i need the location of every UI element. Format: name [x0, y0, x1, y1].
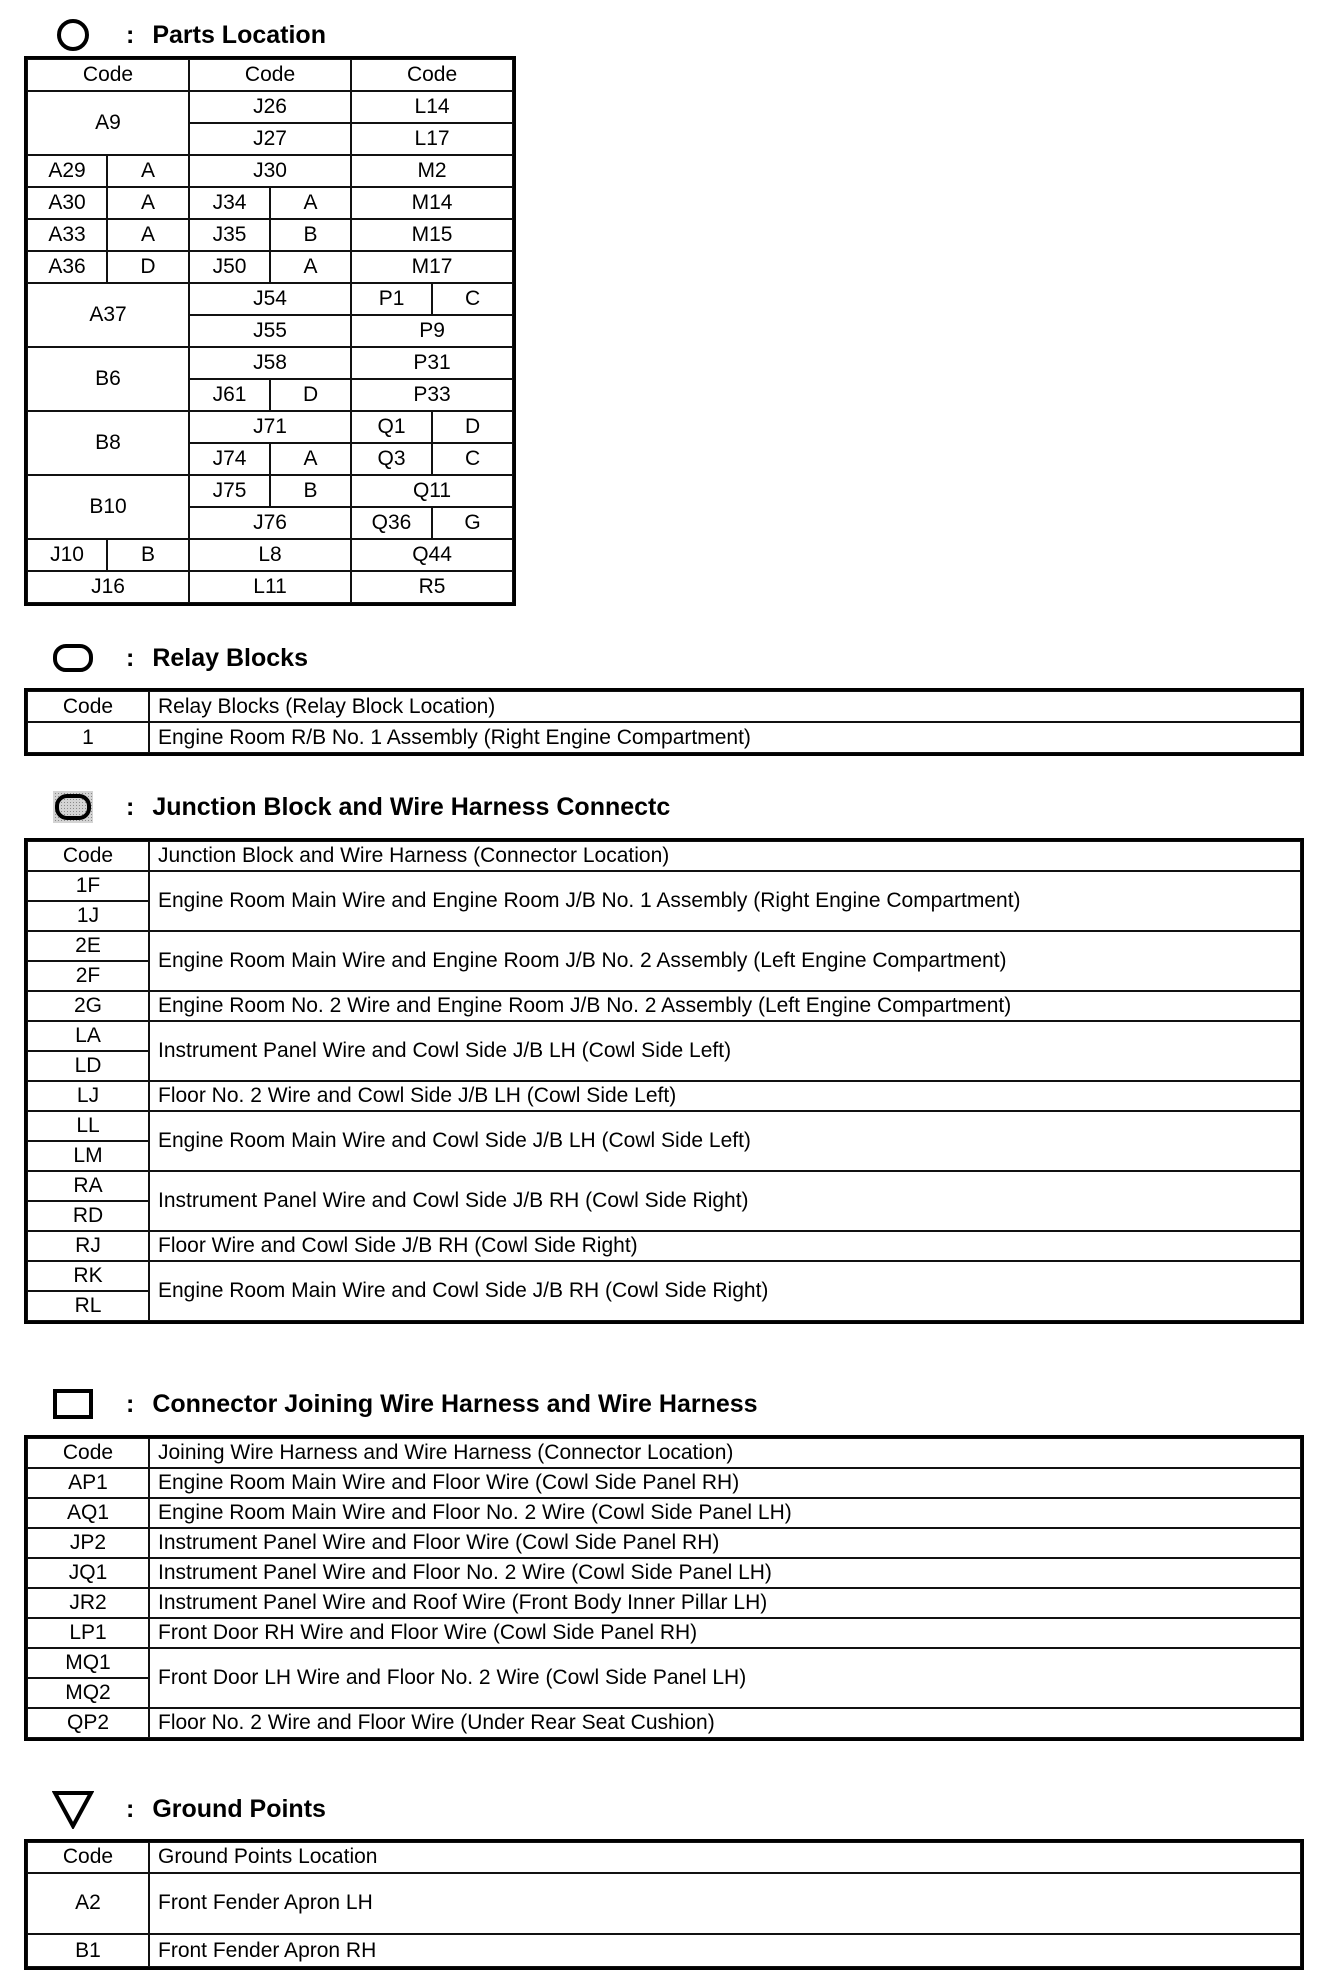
- part-code-cell: Q36: [351, 507, 432, 539]
- section-title: Ground Points: [152, 1794, 326, 1823]
- part-code-cell: A37: [27, 283, 189, 347]
- part-suffix-cell: D: [270, 379, 351, 411]
- column-header: Code: [27, 1438, 149, 1468]
- part-code-cell: J50: [189, 251, 270, 283]
- part-code-cell: B6: [27, 347, 189, 411]
- connector-location-cell: Front Door RH Wire and Floor Wire (Cowl Side Panel RH): [149, 1618, 1301, 1648]
- junction-code-cell: LD: [27, 1051, 149, 1081]
- connector-code-cell: MQ2: [27, 1678, 149, 1708]
- part-code-cell: M15: [351, 219, 513, 251]
- connector-location-cell: Instrument Panel Wire and Floor Wire (Cowl Side Panel RH): [149, 1528, 1301, 1558]
- relay-location-cell: Engine Room R/B No. 1 Assembly (Right Engine Compartment): [149, 722, 1301, 753]
- heading-colon: :: [126, 20, 135, 49]
- connector-location-cell: Engine Room Main Wire and Floor No. 2 Wire (Cowl Side Panel LH): [149, 1498, 1301, 1528]
- connector-location-cell: Front Door LH Wire and Floor No. 2 Wire (Cowl Side Panel LH): [149, 1648, 1301, 1708]
- column-header: Code: [189, 59, 351, 91]
- junction-blocks-table: [26, 840, 1302, 1322]
- junction-code-cell: 2G: [27, 991, 149, 1021]
- part-code-cell: A33: [27, 219, 107, 251]
- part-code-cell: L14: [351, 91, 513, 123]
- column-header: Relay Blocks (Relay Block Location): [149, 691, 1301, 722]
- junction-code-cell: 2F: [27, 961, 149, 991]
- part-code-cell: P1: [351, 283, 432, 315]
- relay-blocks-table: [26, 690, 1302, 754]
- part-code-cell: J74: [189, 443, 270, 475]
- parts-location-heading: [52, 15, 326, 55]
- part-suffix-cell: C: [432, 443, 513, 475]
- part-code-cell: J58: [189, 347, 351, 379]
- junction-location-cell: Instrument Panel Wire and Cowl Side J/B RH (Cowl Side Right): [149, 1171, 1301, 1231]
- column-header: Code: [27, 841, 149, 871]
- section-title: Connector Joining Wire Harness and Wire Harness: [152, 1389, 758, 1418]
- junction-code-cell: LJ: [27, 1081, 149, 1111]
- junction-location-cell: Floor Wire and Cowl Side J/B RH (Cowl Side Right): [149, 1231, 1301, 1261]
- junction-blocks-heading: [52, 787, 682, 827]
- part-code-cell: L17: [351, 123, 513, 155]
- junction-location-cell: Engine Room Main Wire and Cowl Side J/B RH (Cowl Side Right): [149, 1261, 1301, 1321]
- section-title: Junction Block and Wire Harness Connectc: [152, 792, 671, 821]
- part-suffix-cell: D: [432, 411, 513, 443]
- part-suffix-cell: A: [270, 443, 351, 475]
- junction-code-cell: 2E: [27, 931, 149, 961]
- junction-code-cell: RJ: [27, 1231, 149, 1261]
- connector-code-cell: MQ1: [27, 1648, 149, 1678]
- part-suffix-cell: B: [270, 219, 351, 251]
- junction-code-cell: LM: [27, 1141, 149, 1171]
- part-code-cell: J76: [189, 507, 351, 539]
- heading-colon: :: [126, 643, 135, 672]
- connector-location-cell: Floor No. 2 Wire and Floor Wire (Under Rear Seat Cushion): [149, 1708, 1301, 1738]
- connectors-heading: [52, 1384, 758, 1424]
- connectors-table: [26, 1437, 1302, 1739]
- part-code-cell: Q3: [351, 443, 432, 475]
- junction-location-cell: Engine Room No. 2 Wire and Engine Room J/B No. 2 Assembly (Left Engine Compartment): [149, 991, 1301, 1021]
- column-header: Code: [27, 1842, 149, 1873]
- rounded-rectangle-icon: [52, 638, 94, 678]
- part-code-cell: A9: [27, 91, 189, 155]
- ground-location-cell: Front Fender Apron RH: [149, 1934, 1301, 1967]
- junction-code-cell: RD: [27, 1201, 149, 1231]
- column-header: Code: [27, 691, 149, 722]
- section-title: Relay Blocks: [152, 643, 308, 672]
- part-code-cell: J55: [189, 315, 351, 347]
- connector-code-cell: JR2: [27, 1588, 149, 1618]
- part-code-cell: B8: [27, 411, 189, 475]
- circle-icon: [52, 15, 94, 55]
- part-code-cell: M17: [351, 251, 513, 283]
- part-code-cell: L11: [189, 571, 351, 603]
- column-header: Code: [27, 59, 189, 91]
- junction-code-cell: 1J: [27, 901, 149, 931]
- connector-code-cell: QP2: [27, 1708, 149, 1738]
- part-code-cell: L8: [189, 539, 351, 571]
- part-code-cell: J26: [189, 91, 351, 123]
- part-suffix-cell: B: [270, 475, 351, 507]
- junction-location-cell: Engine Room Main Wire and Cowl Side J/B LH (Cowl Side Left): [149, 1111, 1301, 1171]
- part-code-cell: A36: [27, 251, 107, 283]
- heading-colon: :: [126, 1389, 135, 1418]
- connector-code-cell: JQ1: [27, 1558, 149, 1588]
- column-header: Junction Block and Wire Harness (Connector Location): [149, 841, 1301, 871]
- junction-code-cell: RL: [27, 1291, 149, 1321]
- part-code-cell: A29: [27, 155, 107, 187]
- part-code-cell: B10: [27, 475, 189, 539]
- part-suffix-cell: A: [270, 187, 351, 219]
- part-suffix-cell: B: [107, 539, 189, 571]
- down-triangle-icon: [52, 1789, 94, 1829]
- part-code-cell: P9: [351, 315, 513, 347]
- part-suffix-cell: A: [107, 219, 189, 251]
- junction-location-cell: Instrument Panel Wire and Cowl Side J/B LH (Cowl Side Left): [149, 1021, 1301, 1081]
- section-title: Parts Location: [152, 20, 326, 49]
- parts-location-table: [26, 58, 514, 604]
- part-code-cell: J71: [189, 411, 351, 443]
- part-code-cell: Q11: [351, 475, 513, 507]
- part-code-cell: M2: [351, 155, 513, 187]
- part-code-cell: P31: [351, 347, 513, 379]
- part-code-cell: J10: [27, 539, 107, 571]
- part-code-cell: J30: [189, 155, 351, 187]
- part-code-cell: A30: [27, 187, 107, 219]
- column-header: Ground Points Location: [149, 1842, 1301, 1873]
- heading-colon: :: [126, 1794, 135, 1823]
- ground-location-cell: Front Fender Apron LH: [149, 1873, 1301, 1934]
- part-code-cell: Q1: [351, 411, 432, 443]
- part-suffix-cell: A: [270, 251, 351, 283]
- part-code-cell: J27: [189, 123, 351, 155]
- junction-code-cell: LA: [27, 1021, 149, 1051]
- junction-location-cell: Engine Room Main Wire and Engine Room J/B No. 1 Assembly (Right Engine Compartment): [149, 871, 1301, 931]
- connector-code-cell: JP2: [27, 1528, 149, 1558]
- part-suffix-cell: C: [432, 283, 513, 315]
- part-suffix-cell: A: [107, 155, 189, 187]
- shaded-rounded-rectangle-icon: [52, 787, 94, 827]
- part-suffix-cell: G: [432, 507, 513, 539]
- column-header: Joining Wire Harness and Wire Harness (Connector Location): [149, 1438, 1301, 1468]
- part-code-cell: R5: [351, 571, 513, 603]
- connector-location-cell: Engine Room Main Wire and Floor Wire (Cowl Side Panel RH): [149, 1468, 1301, 1498]
- connector-location-cell: Instrument Panel Wire and Floor No. 2 Wire (Cowl Side Panel LH): [149, 1558, 1301, 1588]
- connector-code-cell: AP1: [27, 1468, 149, 1498]
- part-suffix-cell: A: [107, 187, 189, 219]
- junction-code-cell: RK: [27, 1261, 149, 1291]
- junction-location-cell: Floor No. 2 Wire and Cowl Side J/B LH (Cowl Side Left): [149, 1081, 1301, 1111]
- ground-points-heading: [52, 1789, 326, 1829]
- part-code-cell: Q44: [351, 539, 513, 571]
- ground-code-cell: A2: [27, 1873, 149, 1934]
- junction-code-cell: LL: [27, 1111, 149, 1141]
- part-code-cell: J34: [189, 187, 270, 219]
- part-code-cell: J54: [189, 283, 351, 315]
- square-icon: [52, 1384, 94, 1424]
- part-code-cell: P33: [351, 379, 513, 411]
- part-code-cell: J75: [189, 475, 270, 507]
- connector-location-cell: Instrument Panel Wire and Roof Wire (Front Body Inner Pillar LH): [149, 1588, 1301, 1618]
- part-code-cell: J16: [27, 571, 189, 603]
- connector-code-cell: LP1: [27, 1618, 149, 1648]
- part-code-cell: J61: [189, 379, 270, 411]
- relay-code-cell: 1: [27, 722, 149, 753]
- ground-code-cell: B1: [27, 1934, 149, 1967]
- junction-code-cell: 1F: [27, 871, 149, 901]
- ground-points-table: [26, 1841, 1302, 1968]
- junction-location-cell: Engine Room Main Wire and Engine Room J/B No. 2 Assembly (Left Engine Compartment): [149, 931, 1301, 991]
- part-suffix-cell: D: [107, 251, 189, 283]
- relay-blocks-heading: [52, 638, 308, 678]
- connector-code-cell: AQ1: [27, 1498, 149, 1528]
- part-code-cell: J35: [189, 219, 270, 251]
- column-header: Code: [351, 59, 513, 91]
- part-code-cell: M14: [351, 187, 513, 219]
- junction-code-cell: RA: [27, 1171, 149, 1201]
- heading-colon: :: [126, 792, 135, 821]
